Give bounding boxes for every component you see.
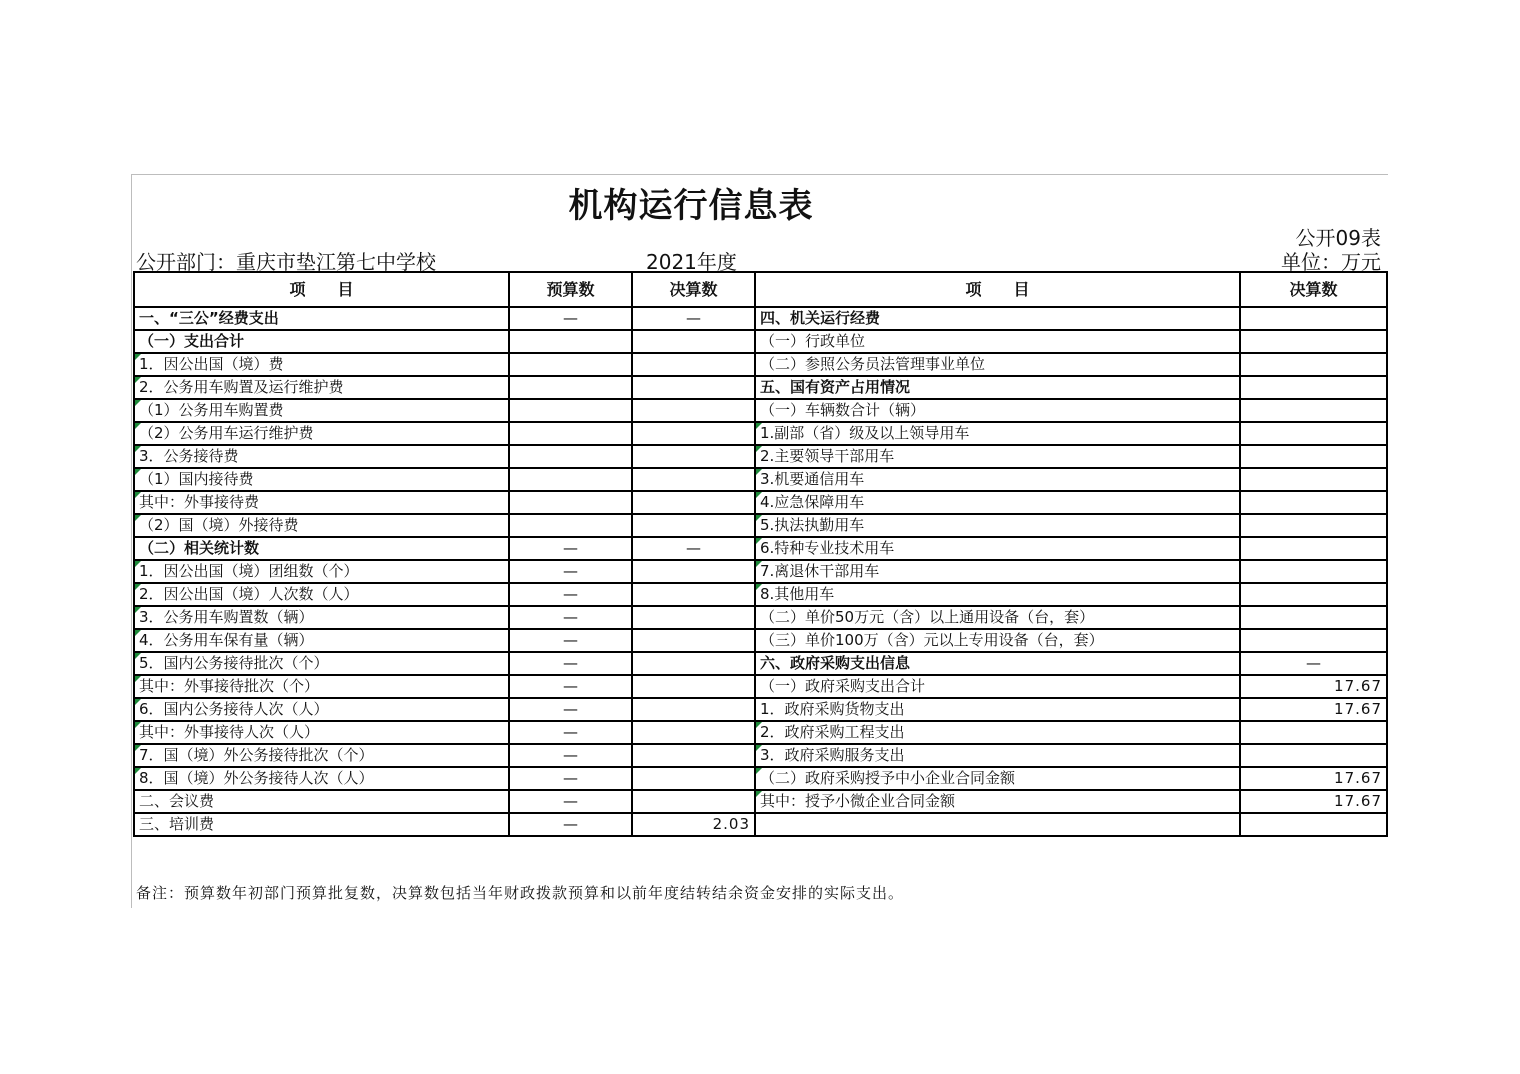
right-final-value bbox=[1240, 353, 1387, 376]
table-row bbox=[134, 537, 1387, 560]
right-final-value: 17.67 bbox=[1240, 790, 1387, 813]
left-budget-value: — bbox=[509, 583, 632, 606]
info-table bbox=[133, 271, 1388, 837]
left-item-label: 其中：外事接待批次（个） bbox=[134, 675, 509, 698]
left-item-label: 3．公务接待费 bbox=[134, 445, 509, 468]
right-item-label: 3.机要通信用车 bbox=[755, 468, 1240, 491]
left-final-value bbox=[632, 744, 755, 767]
left-final-value bbox=[632, 790, 755, 813]
left-budget-value: — bbox=[509, 767, 632, 790]
department-label: 公开部门：重庆市垫江第七中学校 bbox=[136, 250, 436, 274]
left-item-label: 7．国（境）外公务接待批次（个） bbox=[134, 744, 509, 767]
left-final-value bbox=[632, 675, 755, 698]
right-final-value: 17.67 bbox=[1240, 767, 1387, 790]
right-final-value bbox=[1240, 468, 1387, 491]
table-row bbox=[134, 606, 1387, 629]
left-budget-value: — bbox=[509, 629, 632, 652]
right-item-label: （一）车辆数合计（辆） bbox=[755, 399, 1240, 422]
table-row bbox=[134, 376, 1387, 399]
left-final-value bbox=[632, 514, 755, 537]
left-item-label: （2）公务用车运行维护费 bbox=[134, 422, 509, 445]
page-title: 机构运行信息表 bbox=[568, 186, 814, 226]
left-item-label: 1．因公出国（境）团组数（个） bbox=[134, 560, 509, 583]
right-item-label bbox=[755, 813, 1240, 836]
right-item-label: 3．政府采购服务支出 bbox=[755, 744, 1240, 767]
table-row bbox=[134, 629, 1387, 652]
right-final-value bbox=[1240, 376, 1387, 399]
footnote: 备注：预算数年初部门预算批复数，决算数包括当年财政拨款预算和以前年度结转结余资金安排的实际支出。 bbox=[136, 884, 905, 902]
table-row bbox=[134, 698, 1387, 721]
right-final-value bbox=[1240, 721, 1387, 744]
header-budget: 预算数 bbox=[509, 272, 632, 307]
left-budget-value bbox=[509, 445, 632, 468]
table-row bbox=[134, 307, 1387, 330]
left-budget-value: — bbox=[509, 652, 632, 675]
left-item-label: 4．公务用车保有量（辆） bbox=[134, 629, 509, 652]
table-row bbox=[134, 767, 1387, 790]
left-budget-value: — bbox=[509, 307, 632, 330]
left-final-value bbox=[632, 353, 755, 376]
left-item-label: （二）相关统计数 bbox=[134, 537, 509, 560]
left-budget-value bbox=[509, 330, 632, 353]
table-row bbox=[134, 399, 1387, 422]
left-item-label: 8．国（境）外公务接待人次（人） bbox=[134, 767, 509, 790]
table-row bbox=[134, 491, 1387, 514]
table-row bbox=[134, 675, 1387, 698]
left-item-label: 1．因公出国（境）费 bbox=[134, 353, 509, 376]
right-final-value bbox=[1240, 583, 1387, 606]
left-item-label: 三、培训费 bbox=[134, 813, 509, 836]
left-final-value bbox=[632, 491, 755, 514]
left-final-value bbox=[632, 330, 755, 353]
right-item-label: （二）单价50万元（含）以上通用设备（台，套） bbox=[755, 606, 1240, 629]
left-budget-value bbox=[509, 468, 632, 491]
right-final-value bbox=[1240, 422, 1387, 445]
left-budget-value bbox=[509, 514, 632, 537]
right-final-value: 17.67 bbox=[1240, 698, 1387, 721]
left-item-label: 3．公务用车购置数（辆） bbox=[134, 606, 509, 629]
table-header-row bbox=[134, 272, 1387, 307]
left-final-value bbox=[632, 652, 755, 675]
right-final-value bbox=[1240, 606, 1387, 629]
left-item-label: 5．国内公务接待批次（个） bbox=[134, 652, 509, 675]
right-final-value bbox=[1240, 307, 1387, 330]
left-final-value bbox=[632, 399, 755, 422]
left-item-label: （2）国（境）外接待费 bbox=[134, 514, 509, 537]
left-budget-value: — bbox=[509, 721, 632, 744]
table-row bbox=[134, 445, 1387, 468]
left-item-label: 其中：外事接待费 bbox=[134, 491, 509, 514]
left-item-label: 2．因公出国（境）人次数（人） bbox=[134, 583, 509, 606]
left-final-value bbox=[632, 721, 755, 744]
left-final-value bbox=[632, 767, 755, 790]
left-final-value bbox=[632, 583, 755, 606]
right-item-label: 1．政府采购货物支出 bbox=[755, 698, 1240, 721]
left-item-label: （一）支出合计 bbox=[134, 330, 509, 353]
right-final-value bbox=[1240, 330, 1387, 353]
right-final-value bbox=[1240, 744, 1387, 767]
left-final-value: — bbox=[632, 537, 755, 560]
right-item-label: 五、国有资产占用情况 bbox=[755, 376, 1240, 399]
right-final-value bbox=[1240, 399, 1387, 422]
right-item-label: （二）政府采购授予中小企业合同金额 bbox=[755, 767, 1240, 790]
left-item-label: 2．公务用车购置及运行维护费 bbox=[134, 376, 509, 399]
right-final-value bbox=[1240, 537, 1387, 560]
right-item-label: 6.特种专业技术用车 bbox=[755, 537, 1240, 560]
left-budget-value: — bbox=[509, 813, 632, 836]
left-item-label: 二、会议费 bbox=[134, 790, 509, 813]
table-row bbox=[134, 514, 1387, 537]
left-final-value bbox=[632, 629, 755, 652]
left-budget-value: — bbox=[509, 698, 632, 721]
left-final-value bbox=[632, 376, 755, 399]
table-row bbox=[134, 330, 1387, 353]
right-item-label: （一）政府采购支出合计 bbox=[755, 675, 1240, 698]
header-final: 决算数 bbox=[632, 272, 755, 307]
table-row bbox=[134, 790, 1387, 813]
left-budget-value: — bbox=[509, 537, 632, 560]
right-final-value bbox=[1240, 491, 1387, 514]
left-final-value: — bbox=[632, 307, 755, 330]
form-number: 公开09表 bbox=[1295, 226, 1381, 250]
right-final-value bbox=[1240, 813, 1387, 836]
right-item-label: （一）行政单位 bbox=[755, 330, 1240, 353]
right-item-label: （三）单价100万（含）元以上专用设备（台，套） bbox=[755, 629, 1240, 652]
left-item-label: （1）公务用车购置费 bbox=[134, 399, 509, 422]
left-budget-value bbox=[509, 353, 632, 376]
right-item-label: 其中：授予小微企业合同金额 bbox=[755, 790, 1240, 813]
table-row bbox=[134, 721, 1387, 744]
left-item-label: 其中：外事接待人次（人） bbox=[134, 721, 509, 744]
right-item-label: 2.主要领导干部用车 bbox=[755, 445, 1240, 468]
left-budget-value bbox=[509, 376, 632, 399]
left-budget-value: — bbox=[509, 790, 632, 813]
header-right-item: 项 目 bbox=[755, 272, 1240, 307]
left-budget-value bbox=[509, 491, 632, 514]
sheet-left-border bbox=[131, 174, 132, 908]
left-final-value bbox=[632, 422, 755, 445]
header-right-final: 决算数 bbox=[1240, 272, 1387, 307]
right-final-value bbox=[1240, 560, 1387, 583]
left-budget-value: — bbox=[509, 606, 632, 629]
table-row bbox=[134, 813, 1387, 836]
right-final-value: 17.67 bbox=[1240, 675, 1387, 698]
left-final-value: 2.03 bbox=[632, 813, 755, 836]
sheet-top-border bbox=[131, 174, 1388, 175]
right-item-label: 4.应急保障用车 bbox=[755, 491, 1240, 514]
left-final-value bbox=[632, 445, 755, 468]
right-final-value bbox=[1240, 629, 1387, 652]
left-budget-value bbox=[509, 399, 632, 422]
table-row bbox=[134, 468, 1387, 491]
table-row bbox=[134, 583, 1387, 606]
right-item-label: 7.离退休干部用车 bbox=[755, 560, 1240, 583]
right-item-label: 四、机关运行经费 bbox=[755, 307, 1240, 330]
right-final-value bbox=[1240, 514, 1387, 537]
left-budget-value: — bbox=[509, 560, 632, 583]
left-final-value bbox=[632, 560, 755, 583]
table-row bbox=[134, 560, 1387, 583]
right-final-value: — bbox=[1240, 652, 1387, 675]
right-item-label: 8.其他用车 bbox=[755, 583, 1240, 606]
left-final-value bbox=[632, 606, 755, 629]
left-item-label: （1）国内接待费 bbox=[134, 468, 509, 491]
table-row bbox=[134, 652, 1387, 675]
left-budget-value: — bbox=[509, 744, 632, 767]
unit-label: 单位：万元 bbox=[1281, 250, 1381, 274]
right-final-value bbox=[1240, 445, 1387, 468]
right-item-label: 2．政府采购工程支出 bbox=[755, 721, 1240, 744]
right-item-label: （二）参照公务员法管理事业单位 bbox=[755, 353, 1240, 376]
left-budget-value bbox=[509, 422, 632, 445]
right-item-label: 5.执法执勤用车 bbox=[755, 514, 1240, 537]
left-final-value bbox=[632, 698, 755, 721]
table-row bbox=[134, 353, 1387, 376]
left-item-label: 一、“三公”经费支出 bbox=[134, 307, 509, 330]
right-item-label: 1.副部（省）级及以上领导用车 bbox=[755, 422, 1240, 445]
left-item-label: 6．国内公务接待人次（人） bbox=[134, 698, 509, 721]
header-left-item: 项 目 bbox=[134, 272, 509, 307]
right-item-label: 六、政府采购支出信息 bbox=[755, 652, 1240, 675]
left-budget-value: — bbox=[509, 675, 632, 698]
table-row bbox=[134, 744, 1387, 767]
left-final-value bbox=[632, 468, 755, 491]
fiscal-year: 2021年度 bbox=[646, 250, 737, 274]
table-row bbox=[134, 422, 1387, 445]
